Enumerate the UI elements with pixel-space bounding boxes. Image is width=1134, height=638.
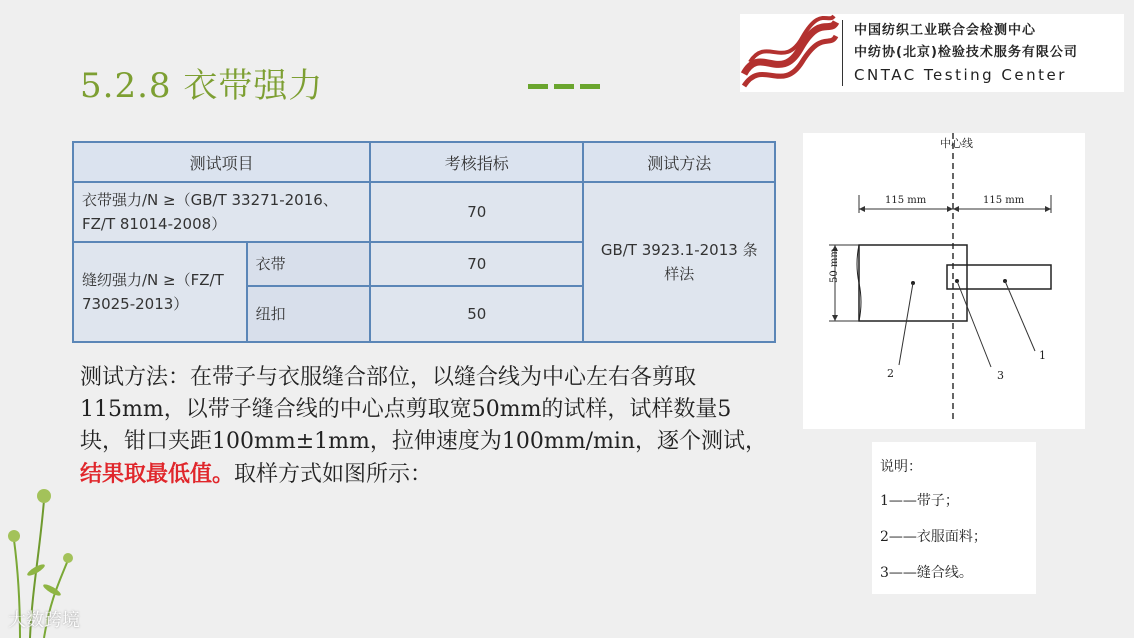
marker-label-3: 3: [997, 369, 1004, 382]
dim-right-label: 115 mm: [983, 195, 1025, 206]
dim-left-label: 115 mm: [885, 195, 927, 206]
test-spec-table: [72, 141, 776, 343]
marker-label-1: 1: [1039, 349, 1046, 362]
description-part-2: 取样方式如图所示：: [234, 462, 433, 487]
logo-divider: [842, 20, 843, 86]
method-description: [80, 362, 770, 491]
legend-item-1: 1——带子；: [880, 493, 959, 509]
header-method: 测试方法: [583, 142, 775, 182]
row2-item: 缝纫强力/N ≥（FZ/T 73025-2013）: [73, 242, 247, 342]
logo-text: [854, 20, 1078, 86]
figure-legend: [872, 442, 1036, 594]
cntac-logo-icon: [740, 14, 840, 92]
description-part-1: 测试方法：在带子与衣服缝合部位，以缝合线为中心左右各剪取115mm，以带子缝合线的中心点剪取宽50mm的试样，试样数量5块，钳口夹距100mm±1mm，拉伸速度为100mm/min，逐个测试，: [80, 365, 768, 454]
method-cell: GB/T 3923.1-2013 条样法: [583, 182, 775, 342]
row2-value1: 70: [370, 242, 583, 286]
header-criteria: 考核指标: [370, 142, 583, 182]
watermark: [8, 606, 80, 632]
cntac-logo: [740, 14, 1124, 92]
logo-line-2: 中纺协(北京)检验技术服务有限公司: [854, 45, 1078, 60]
row3-sub2: 纽扣: [247, 286, 371, 342]
page-title: 5.2.8 衣带强力: [80, 66, 324, 106]
description-highlight: 结果取最低值。: [80, 461, 235, 487]
watermark-text: 大数跨境: [8, 610, 80, 631]
sampling-diagram: [803, 133, 1085, 429]
title-dash-decoration: [528, 74, 606, 93]
legend-item-3: 3——缝合线。: [880, 565, 973, 581]
row1-item: 衣带强力/N ≥（GB/T 33271-2016、FZ/T 81014-2008）: [73, 182, 370, 242]
marker-label-2: 2: [887, 367, 894, 380]
sampling-figure: [803, 133, 1085, 429]
row3-value2: 50: [370, 286, 583, 342]
table-header-row: [73, 142, 775, 182]
legend-item-2: 2——衣服面料；: [880, 529, 987, 545]
row1-value: 70: [370, 182, 583, 242]
table-row: [73, 182, 775, 242]
row2-sub1: 衣带: [247, 242, 371, 286]
center-line-label: 中心线: [940, 137, 973, 150]
header-test-item: 测试项目: [73, 142, 370, 182]
logo-line-1: 中国纺织工业联合会检测中心: [854, 23, 1037, 38]
legend-title: 说明：: [880, 459, 922, 475]
logo-line-3: CNTAC Testing Center: [854, 66, 1067, 84]
dim-height-label: 50 mm: [829, 248, 840, 283]
